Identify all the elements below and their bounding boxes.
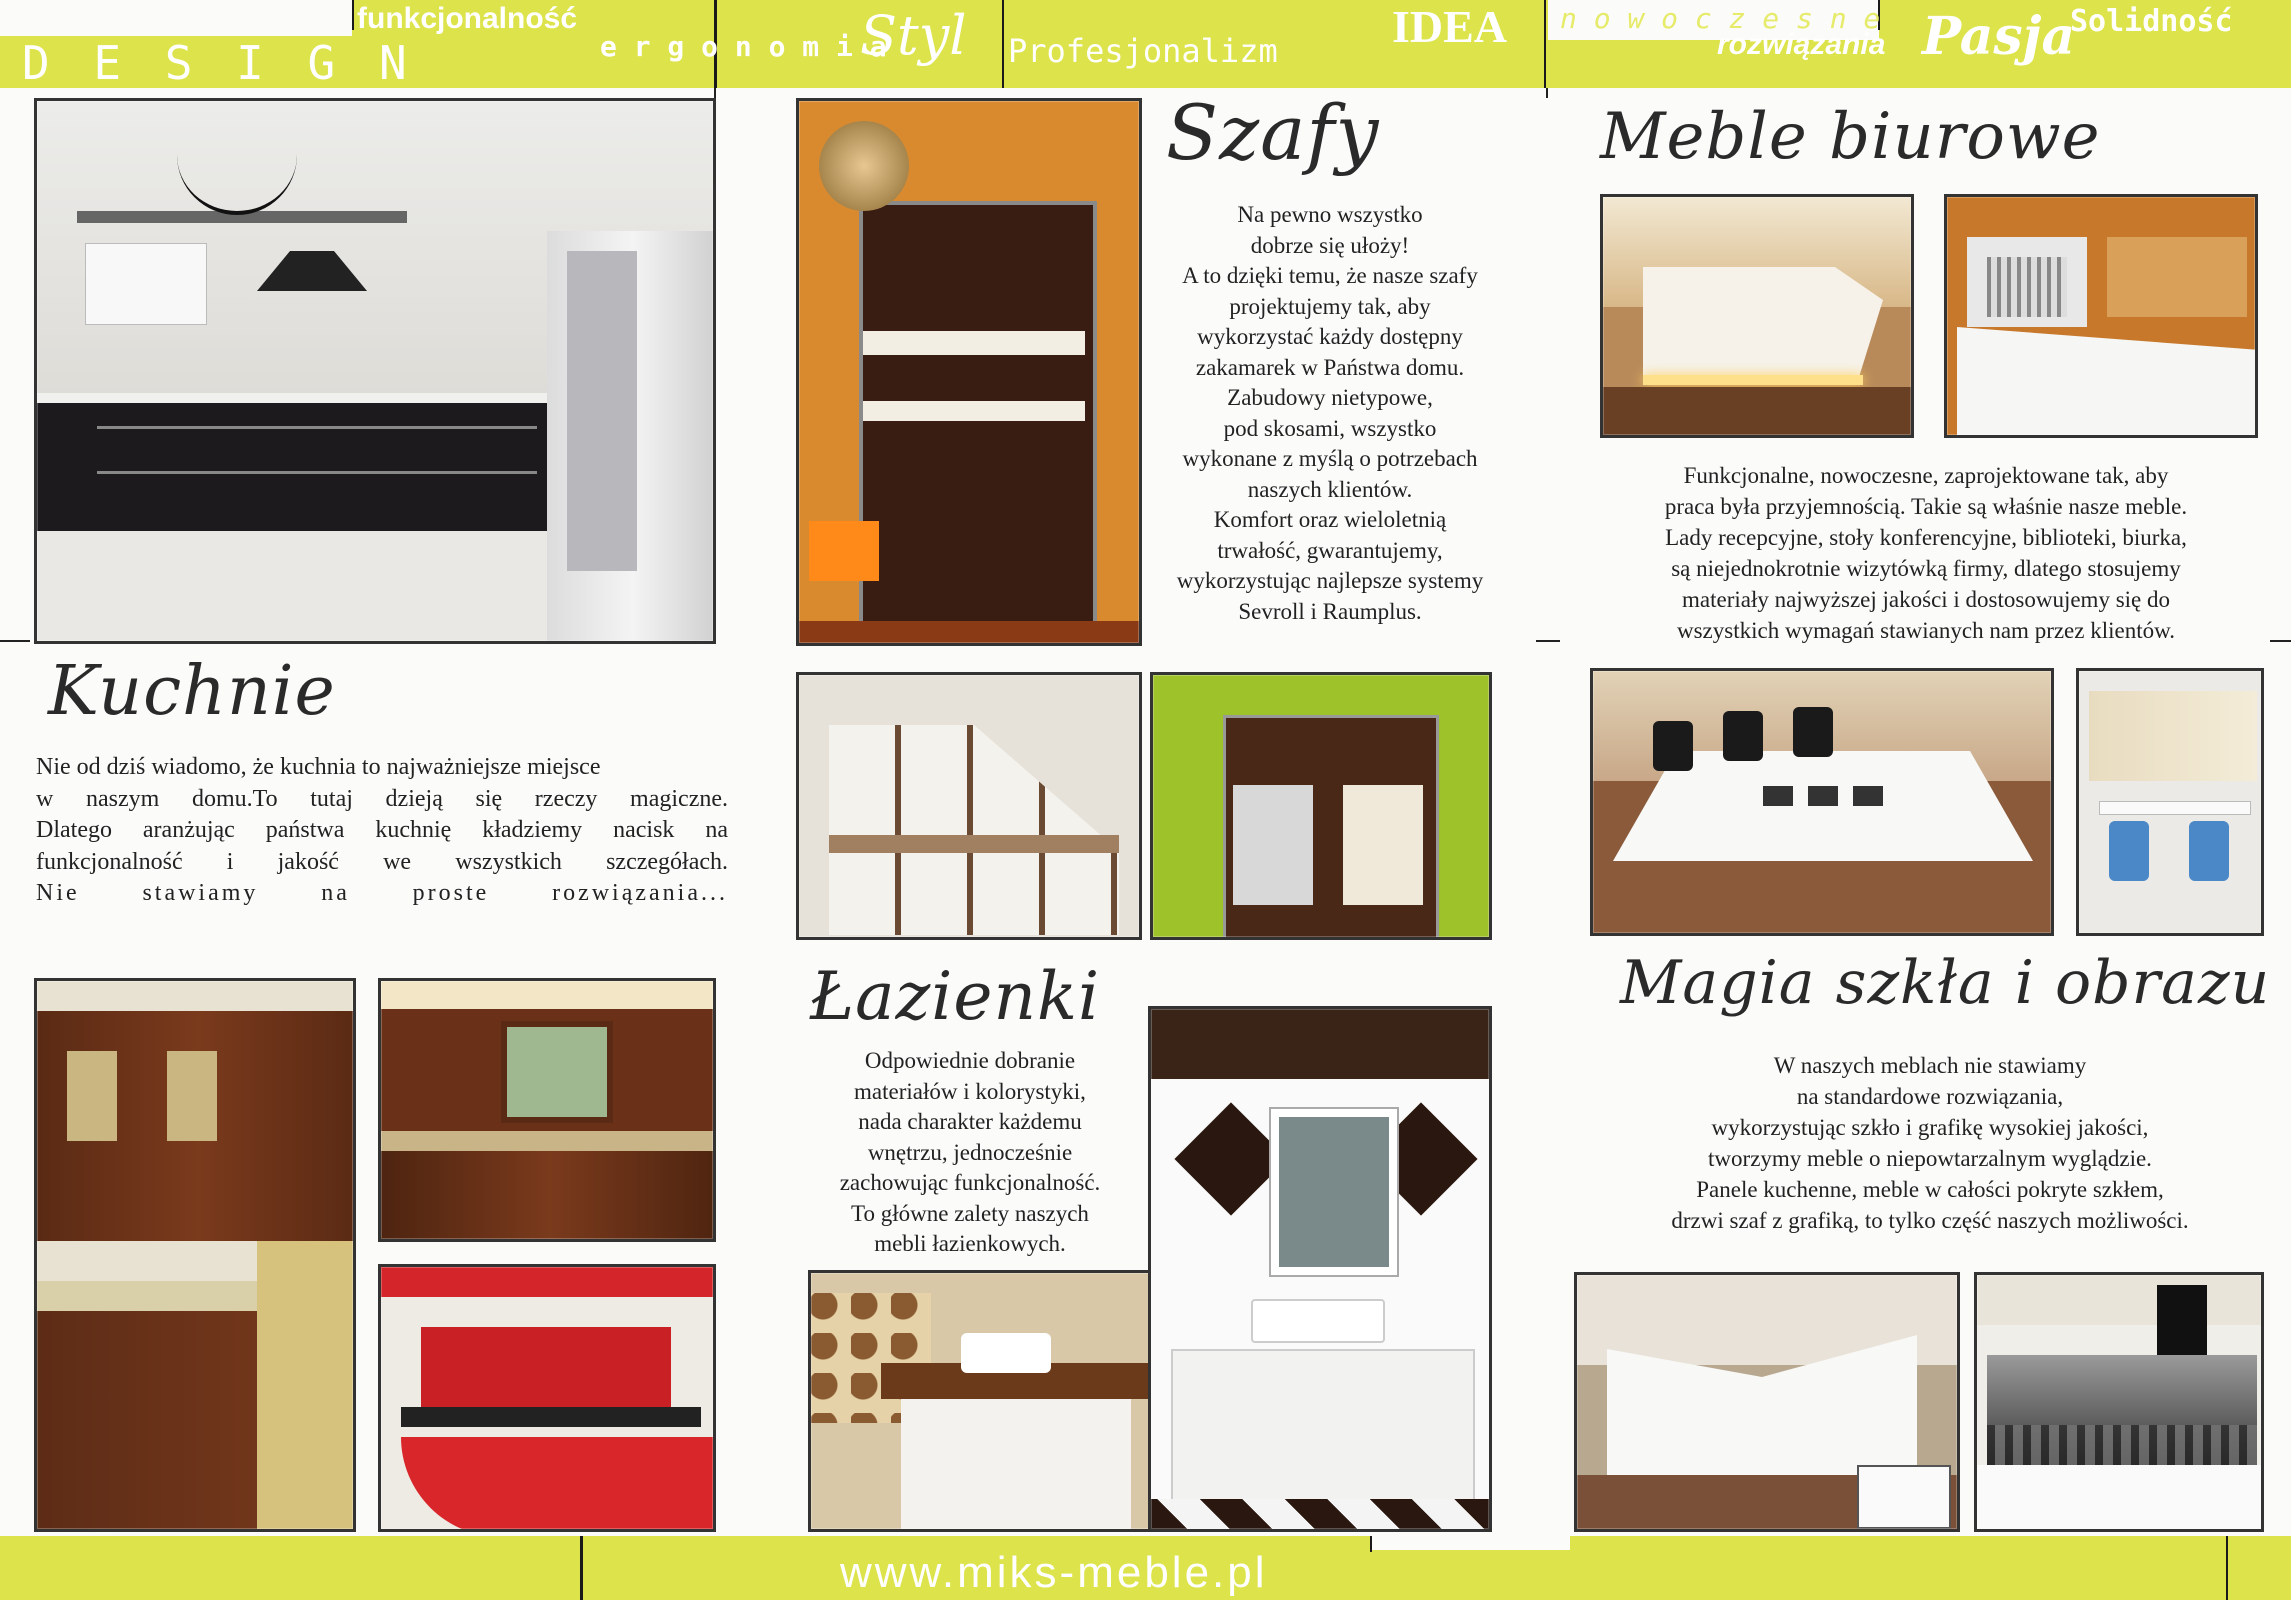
header-band xyxy=(0,0,2291,88)
header-word-idea: IDEA xyxy=(1392,1,1508,52)
magia-line: wykorzystując szkło i grafikę wysokiej jakości, xyxy=(1711,1115,2149,1140)
header-word-funkcjonalnosc: funkcjonalność xyxy=(357,2,578,35)
magia-line: drzwi szaf z grafiką, to tylko część naszych możliwości. xyxy=(1671,1208,2189,1233)
meble-biurowe-line: wszystkich wymagań stawianych nam przez klientów. xyxy=(1677,618,2175,643)
photo-bathroom-mirror xyxy=(1148,1006,1492,1532)
szafy-line: Komfort oraz wieloletnią xyxy=(1213,507,1447,532)
kuchnie-line: Nie stawiamy na proste rozwiązania... xyxy=(36,880,728,906)
header-word-profesjonalizm: Profesjonalizm xyxy=(1008,32,1278,70)
photo-wardrobe-corner xyxy=(1150,672,1492,940)
kuchnie-text xyxy=(36,752,728,910)
lazienki-line: materiałów i kolorystyki, xyxy=(854,1078,1086,1104)
website-url[interactable]: www.miks-meble.pl xyxy=(840,1548,1268,1597)
header-word-solidnosc: Solidność xyxy=(2070,4,2233,39)
kuchnie-line: w naszym domu.To tutaj dzieją się rzeczy magiczne. xyxy=(36,785,728,812)
szafy-line: naszych klientów. xyxy=(1247,476,1413,502)
szafy-line: dobrze się ułoży! xyxy=(1250,232,1410,258)
photo-wardrobe-attic xyxy=(796,672,1142,940)
meble-biurowe-line: praca była przyjemnością. Takie są właśnie nasze meble. xyxy=(1664,494,2188,519)
photo-bathroom-sink xyxy=(808,1270,1152,1532)
photo-glass-island xyxy=(1574,1272,1960,1532)
magia-line: na standardowe rozwiązania, xyxy=(1796,1084,2064,1109)
magia-title: Magia szkła i obrazu xyxy=(1620,948,2271,1018)
meble-biurowe-line: Funkcjonalne, nowoczesne, zaprojektowane tak, aby xyxy=(1683,463,2169,488)
szafy-line: Sevroll i Raumplus. xyxy=(1238,598,1422,624)
meble-biurowe-text xyxy=(1586,460,2266,646)
header-word-nowoczesne: n o w o c z e s n e xyxy=(1560,2,1881,35)
kuchnie-line: Dlatego aranżując państwa kuchnię kładziemy nacisk na xyxy=(36,817,728,843)
photo-kitchen-red xyxy=(378,1264,716,1532)
divider xyxy=(0,640,30,642)
szafy-line: wykorzystać każdy dostępny xyxy=(1197,324,1463,349)
lazienki-line: To główne zalety naszych xyxy=(851,1200,1089,1226)
magia-line: Panele kuchenne, meble w całości pokryte szkłem, xyxy=(1696,1177,2164,1202)
divider xyxy=(2270,640,2291,642)
photo-kitchen-white xyxy=(34,98,716,644)
lazienki-line: Odpowiednie dobranie xyxy=(864,1048,1076,1073)
meble-biurowe-line: materiały najwyższej jakości i dostosowujemy się do xyxy=(1682,587,2170,612)
divider xyxy=(714,88,716,98)
photo-kitchen-window xyxy=(378,978,716,1242)
meble-biurowe-line: Lady recepcyjne, stoły konferencyjne, biblioteki, biurka, xyxy=(1665,525,2187,550)
header-word-rozwiazania: rozwiązania xyxy=(1717,28,1886,61)
divider xyxy=(1536,640,1560,642)
szafy-line: wykonane z myślą o potrzebach xyxy=(1182,446,1478,471)
lazienki-title: Łazienki xyxy=(810,958,1101,1035)
szafy-title: Szafy xyxy=(1166,88,1380,177)
szafy-line: zakamarek w Państwa domu. xyxy=(1195,354,1465,380)
kuchnie-line: Nie od dziś wiadomo, że kuchnia to najważniejsze miejsce xyxy=(36,754,601,780)
meble-biurowe-title: Meble biurowe xyxy=(1600,100,2101,174)
magia-line: W naszych meblach nie stawiamy xyxy=(1773,1053,2087,1078)
photo-kitchen-wood xyxy=(34,978,356,1532)
lazienki-line: nada charakter każdemu xyxy=(858,1109,1082,1134)
kuchnie-line: funkcjonalność i jakość we wszystkich szczegółach. xyxy=(36,848,728,875)
header-word-ergonomia: e r g o n o m i a xyxy=(600,30,887,63)
photo-glass-splashback xyxy=(1974,1272,2264,1532)
szafy-line: Zabudowy nietypowe, xyxy=(1227,385,1433,410)
photo-office-counter xyxy=(1944,194,2258,438)
photo-office-conference xyxy=(1590,668,2054,936)
header-word-design: D E S I G N xyxy=(22,36,415,90)
lazienki-text xyxy=(800,1046,1140,1260)
magia-text xyxy=(1600,1050,2260,1236)
kuchnie-title: Kuchnie xyxy=(48,652,336,731)
lazienki-line: mebli łazienkowych. xyxy=(874,1231,1066,1256)
lazienki-line: zachowując funkcjonalność. xyxy=(839,1170,1101,1195)
szafy-line: wykorzystując najlepsze systemy xyxy=(1176,568,1484,593)
szafy-line: projektujemy tak, aby xyxy=(1229,293,1431,319)
szafy-text xyxy=(1150,200,1510,627)
photo-wardrobe-sliding xyxy=(796,98,1142,646)
photo-office-reception xyxy=(1600,194,1914,438)
meble-biurowe-line: są niejednokrotnie wizytówką firmy, dlatego stosujemy xyxy=(1671,556,2181,581)
szafy-line: pod skosami, wszystko xyxy=(1223,415,1437,441)
szafy-line: A to dzięki temu, że nasze szafy xyxy=(1182,263,1478,288)
photo-office-desks xyxy=(2076,668,2264,936)
magia-line: tworzymy meble o niepowtarzalnym wyglądzie. xyxy=(1708,1146,2152,1171)
divider xyxy=(1546,88,1548,98)
lazienki-line: wnętrzu, jednocześnie xyxy=(867,1139,1073,1165)
szafy-line: Na pewno wszystko xyxy=(1237,202,1423,227)
szafy-line: trwałość, gwarantujemy, xyxy=(1217,537,1443,563)
header-word-styl: Styl xyxy=(860,4,967,67)
header-word-pasja: Pasja xyxy=(1922,6,2076,67)
